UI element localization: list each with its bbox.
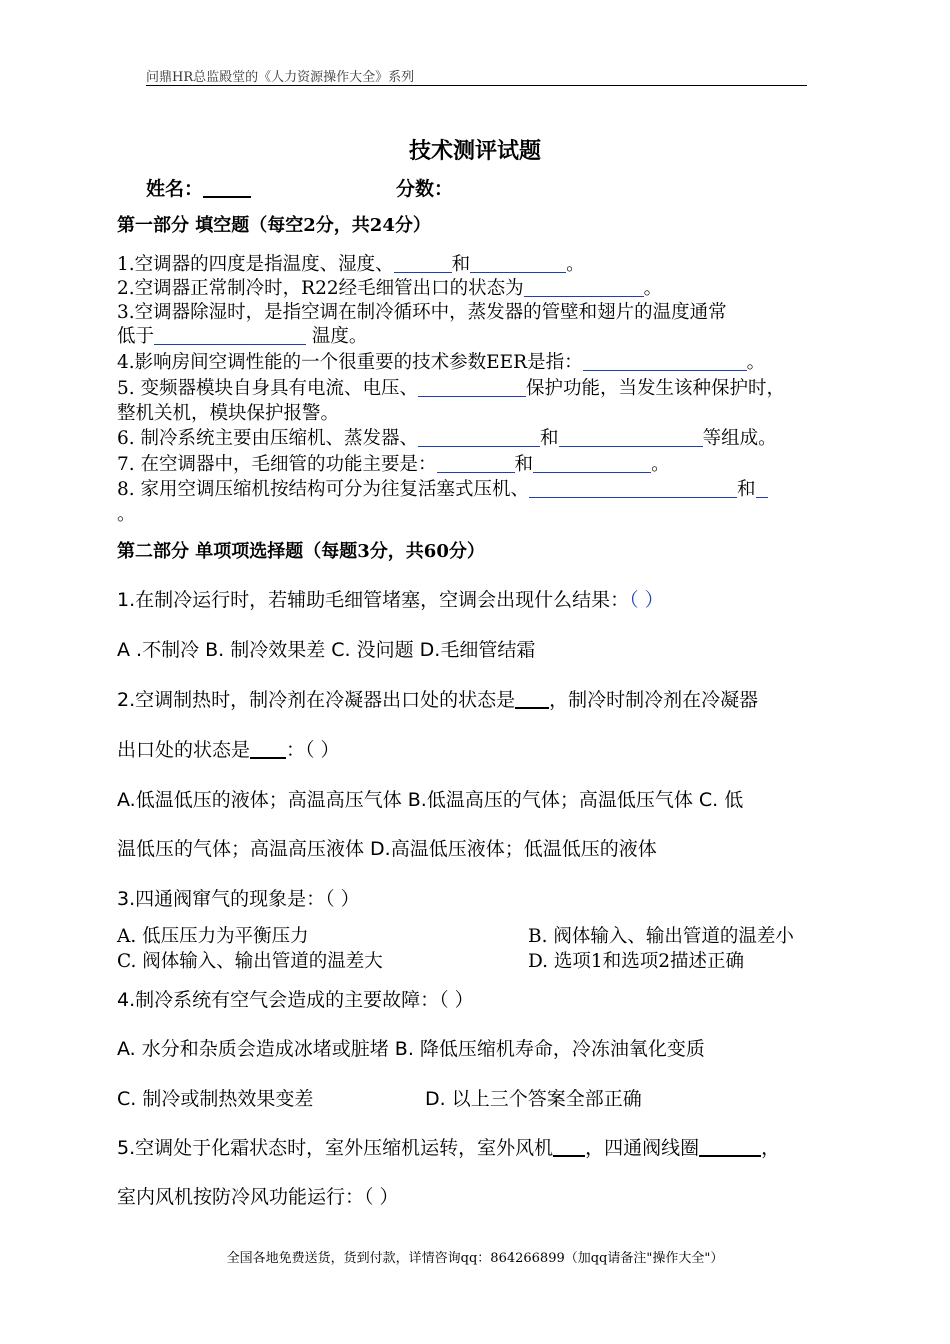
p1-question-6: 6. 制冷系统主要由压缩机、蒸发器、 和 等组成。 <box>117 428 777 449</box>
page-title: 技术测评试题 <box>408 138 541 164</box>
p2-question-2-line2: 出口处的状态是 ：（ ） <box>117 739 340 761</box>
p2-question-2-options-2: 温低压的气体；高温高压液体 D.高温低压液体；低温低压的液体 <box>117 838 657 860</box>
p1-question-3-line2: 低于 温度。 <box>117 326 368 347</box>
p1-question-2: 2.空调器正常制冷时，R22经毛细管出口的状态为 。 <box>117 278 663 299</box>
p1-question-1: 1.空调器的四度是指温度、湿度、 和 。 <box>117 254 585 275</box>
p2-question-3: 3.四通阀窜气的现象是：（ ） <box>117 888 360 910</box>
header-rule <box>146 85 807 86</box>
name-field <box>146 174 251 201</box>
name-label: 姓名： <box>146 178 204 200</box>
score-label: 分数： <box>396 178 454 200</box>
p1-question-8: 8. 家用空调压缩机按结构可分为往复活塞式压机、 和 <box>117 475 768 501</box>
p2-q4-option-c: C. 制冷或制热效果变差 <box>117 1088 314 1110</box>
p2-question-1-options: A .不制冷 B. 制冷效果差 C. 没问题 D.毛细管结霜 <box>117 639 536 661</box>
p2-q3-option-b: B. 阀体输入、输出管道的温差小 <box>528 926 794 947</box>
p2-q4-option-d: D. 以上三个答案全部正确 <box>425 1088 642 1110</box>
p2-question-4: 4.制冷系统有空气会造成的主要故障：（ ） <box>117 989 474 1011</box>
part2-heading: 第二部分 单项项选择题（每题3分，共60分） <box>117 541 485 562</box>
p2-question-1: 1.在制冷运行时，若辅助毛细管堵塞，空调会出现什么结果：（ ） <box>117 589 664 611</box>
p2-question-2-options-1: A.低温低压的液体；高温高压气体 B.低温高压的气体；高温低压气体 C. 低 <box>117 789 744 811</box>
page-footer: 全国各地免费送货，货到付款，详情咨询qq：864266899（加qq请备注"操作大全"） <box>226 1251 724 1266</box>
p1-question-7: 7. 在空调器中，毛细管的功能主要是： 和 。 <box>117 454 670 475</box>
p2-q3-option-d: D. 选项1和选项2描述正确 <box>528 951 744 972</box>
p2-question-5-line2: 室内风机按防冷风功能运行：（ ） <box>117 1186 399 1208</box>
running-header: 问鼎HR总监殿堂的《人力资源操作大全》系列 <box>146 70 415 85</box>
part1-heading: 第一部分 填空题（每空2分，共24分） <box>117 215 431 236</box>
p1-question-5-line2: 整机关机，模块保护报警。 <box>117 403 340 424</box>
p2-q3-option-c: C. 阀体输入、输出管道的温差大 <box>117 951 383 972</box>
p1-question-4: 4.影响房间空调性能的一个很重要的技术参数EER是指： 。 <box>117 352 766 373</box>
p1-question-5-line1: 5. 变频器模块自身具有电流、电压、 保护功能，当发生该种保护时， <box>117 378 786 399</box>
p2-q3-option-a: A. 低压压力为平衡压力 <box>117 926 309 947</box>
p1-question-8-end: 。 <box>117 504 136 525</box>
p2-q4-options-ab: A. 水分和杂质会造成冰堵或脏堵 B. 降低压缩机寿命，冷冻油氧化变质 <box>117 1038 705 1060</box>
p1-question-3-line1: 3.空调器除湿时，是指空调在制冷循环中，蒸发器的管壁和翅片的温度通常 <box>117 302 727 323</box>
p2-question-5-line1: 5.空调处于化霜状态时，室外压缩机运转，室外风机 ，四通阀线圈 ， <box>117 1137 781 1159</box>
name-blank <box>203 177 251 198</box>
p2-question-2-line1: 2.空调制热时，制冷剂在冷凝器出口处的状态是 ，制冷时制冷剂在冷凝器 <box>117 689 759 711</box>
